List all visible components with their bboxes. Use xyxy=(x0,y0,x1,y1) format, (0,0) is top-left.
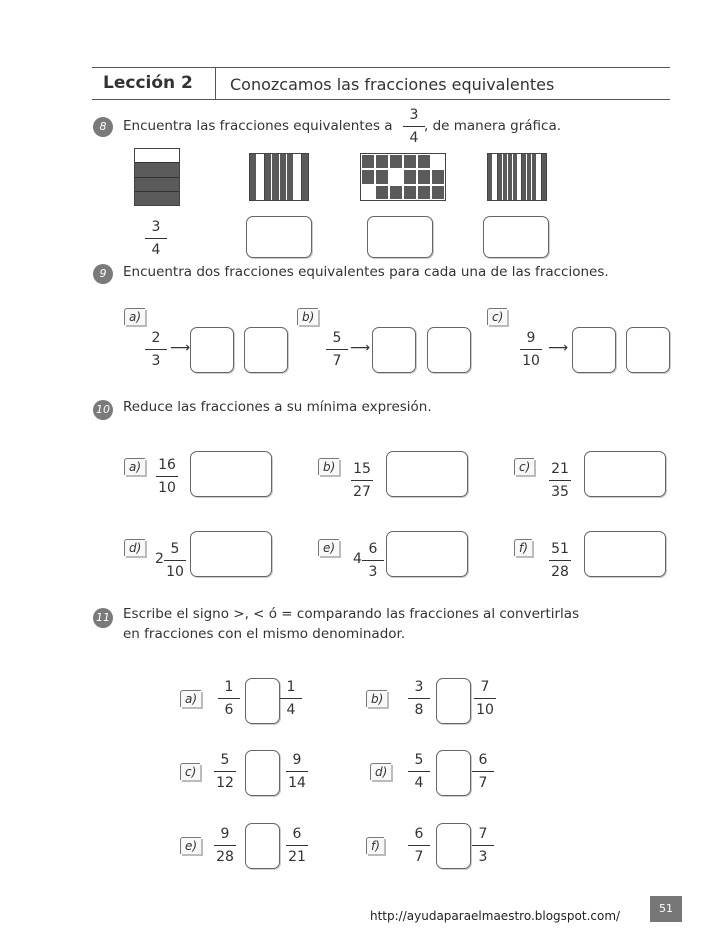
exercise-9-answer-a1[interactable] xyxy=(190,327,234,373)
exercise-9-answer-a2[interactable] xyxy=(244,327,288,373)
exercise-10-fraction-d: 5 10 xyxy=(160,540,190,581)
exercise-9-answer-b2[interactable] xyxy=(427,327,471,373)
exercise-9-label-c: c) xyxy=(487,308,507,325)
exercise-11-right-fraction-f: 7 3 xyxy=(468,825,498,866)
exercise-10-answer-f[interactable] xyxy=(584,531,666,577)
exercise-11-right-fraction-a: 1 4 xyxy=(276,678,306,719)
exercise-9-label-a: a) xyxy=(124,308,145,325)
exercise-10-answer-a[interactable] xyxy=(190,451,272,497)
exercise-10-fraction-c: 21 35 xyxy=(545,460,575,501)
exercise-11-left-fraction-a: 1 6 xyxy=(214,678,244,719)
exercise-10-text: Reduce las fracciones a su mínima expresión. xyxy=(123,399,432,415)
exercise-11-sign-box-d[interactable] xyxy=(436,750,471,796)
exercise-11-sign-box-a[interactable] xyxy=(245,678,280,724)
exercise-11-left-fraction-e: 9 28 xyxy=(210,825,240,866)
exercise-11-left-fraction-d: 5 4 xyxy=(404,751,434,792)
exercise-11-right-fraction-d: 6 7 xyxy=(468,751,498,792)
arrow-icon: ⟶ xyxy=(170,340,191,356)
exercise-11-sign-box-c[interactable] xyxy=(245,750,280,796)
exercise-11-text-line1: Escribe el signo >, < ó = comparando las fracciones al convertirlas xyxy=(123,606,580,622)
exercise-10-whole-d: 2 xyxy=(155,551,164,567)
exercise-9-answer-c1[interactable] xyxy=(572,327,616,373)
exercise-9-fraction-b: 5 7 xyxy=(322,329,352,370)
exercise-11-label-a: a) xyxy=(180,690,201,707)
exercise-10-label-b: b) xyxy=(318,458,339,475)
fraction-figure-twelfths xyxy=(487,153,547,201)
exercise-9-fraction-c: 9 10 xyxy=(516,329,546,370)
exercise-10-label-e: e) xyxy=(318,539,339,556)
exercise-9-fraction-a: 2 3 xyxy=(141,329,171,370)
exercise-10-fraction-e: 6 3 xyxy=(358,540,388,581)
exercise-10-answer-e[interactable] xyxy=(386,531,468,577)
exercise-11-sign-box-e[interactable] xyxy=(245,823,280,869)
exercise-8-text: Encuentra las fracciones equivalentes a xyxy=(123,118,393,134)
exercise-11-sign-box-f[interactable] xyxy=(436,823,471,869)
exercise-11-label-e: e) xyxy=(180,837,201,854)
exercise-8-fraction: 3 4 xyxy=(399,106,429,147)
exercise-8-text-end: , de manera gráfica. xyxy=(424,118,562,134)
exercise-9-text: Encuentra dos fracciones equivalentes para cada una de las fracciones. xyxy=(123,264,609,280)
arrow-icon: ⟶ xyxy=(350,340,371,356)
header-separator xyxy=(215,67,216,100)
exercise-11-right-fraction-c: 9 14 xyxy=(282,751,312,792)
header-top-rule xyxy=(92,67,670,68)
exercise-9-label-b: b) xyxy=(297,308,318,325)
exercise-10-label-c: c) xyxy=(514,458,534,475)
exercise-10-label-f: f) xyxy=(514,539,532,556)
exercise-11-label-b: b) xyxy=(366,690,387,707)
fraction-figure-eighths xyxy=(249,153,309,201)
exercise-8-given-fraction: 3 4 xyxy=(141,218,171,259)
arrow-icon: ⟶ xyxy=(548,340,569,356)
exercise-11-label-f: f) xyxy=(366,837,384,854)
exercise-10-badge: 10 xyxy=(93,400,113,420)
exercise-8-answer-box-1[interactable] xyxy=(246,216,312,258)
exercise-11-label-c: c) xyxy=(180,763,200,780)
exercise-10-answer-d[interactable] xyxy=(190,531,272,577)
exercise-11-sign-box-b[interactable] xyxy=(436,678,471,724)
exercise-11-badge: 11 xyxy=(93,608,113,628)
exercise-8-answer-box-2[interactable] xyxy=(367,216,433,258)
exercise-11-text-line2: en fracciones con el mismo denominador. xyxy=(123,626,406,642)
exercise-11-left-fraction-c: 5 12 xyxy=(210,751,240,792)
header-bottom-rule xyxy=(92,99,670,100)
page-title: Conozcamos las fracciones equivalentes xyxy=(230,75,555,94)
exercise-9-answer-b1[interactable] xyxy=(372,327,416,373)
exercise-9-badge: 9 xyxy=(93,264,113,284)
exercise-9-answer-c2[interactable] xyxy=(626,327,670,373)
exercise-11-right-fraction-b: 7 10 xyxy=(470,678,500,719)
exercise-10-fraction-a: 16 10 xyxy=(152,456,182,497)
exercise-10-answer-c[interactable] xyxy=(584,451,666,497)
lesson-label: Lección 2 xyxy=(103,73,193,93)
exercise-11-left-fraction-f: 6 7 xyxy=(404,825,434,866)
footer-url: http://ayudaparaelmaestro.blogspot.com/ xyxy=(370,909,621,923)
exercise-10-whole-e: 4 xyxy=(353,551,362,567)
exercise-10-label-d: d) xyxy=(124,539,145,556)
exercise-10-fraction-b: 15 27 xyxy=(347,460,377,501)
exercise-10-fraction-f: 51 28 xyxy=(545,540,575,581)
page-number: 51 xyxy=(650,896,682,922)
exercise-8-badge: 8 xyxy=(93,117,113,137)
fraction-figure-grid xyxy=(360,153,446,201)
exercise-11-right-fraction-e: 6 21 xyxy=(282,825,312,866)
exercise-10-label-a: a) xyxy=(124,458,145,475)
exercise-11-label-d: d) xyxy=(370,763,391,780)
exercise-11-left-fraction-b: 3 8 xyxy=(404,678,434,719)
fraction-figure-rows xyxy=(134,148,180,206)
exercise-10-answer-b[interactable] xyxy=(386,451,468,497)
exercise-8-answer-box-3[interactable] xyxy=(483,216,549,258)
